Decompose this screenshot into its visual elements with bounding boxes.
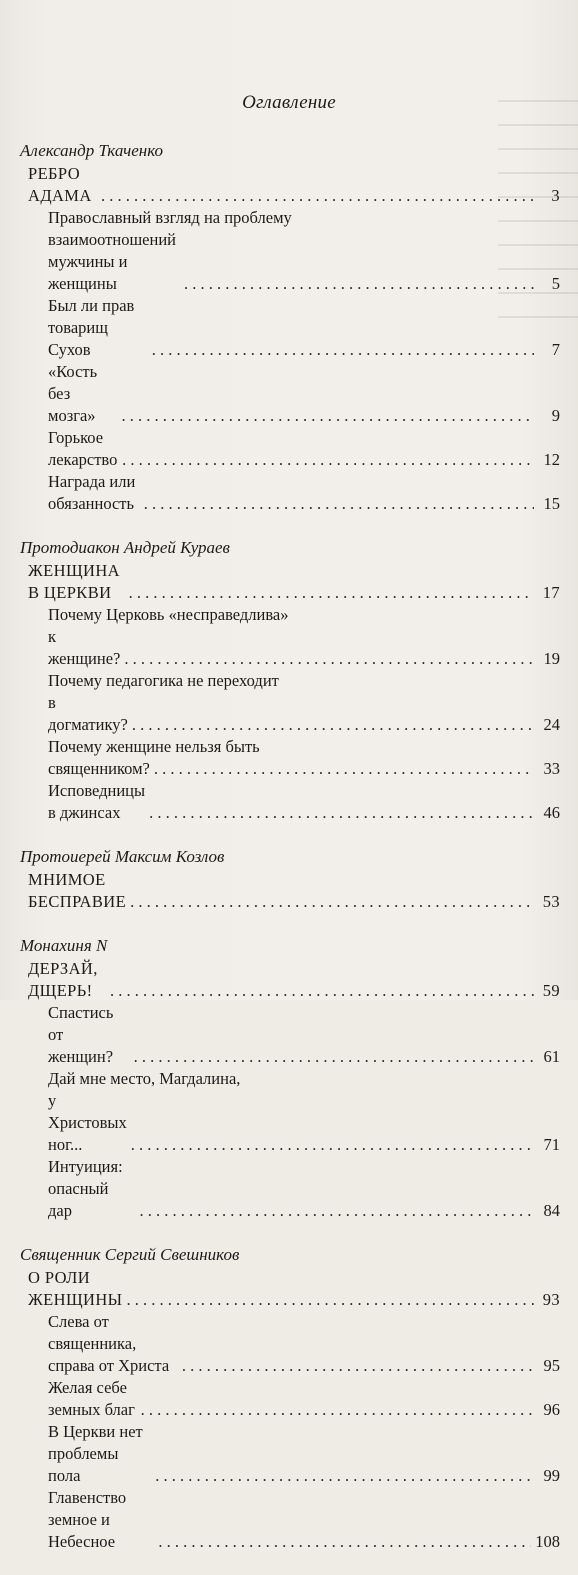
page-number: 53 bbox=[542, 892, 560, 911]
entry-text-line: В Церкви нет проблемы пола bbox=[48, 1422, 143, 1485]
entry-text-line: Горькое лекарство bbox=[48, 428, 118, 469]
chapter-entry[interactable] bbox=[20, 163, 560, 207]
page-number: 95 bbox=[543, 1356, 560, 1375]
subsection-entry[interactable] bbox=[20, 1311, 560, 1377]
page-number: 9 bbox=[551, 406, 560, 425]
dot-leader bbox=[144, 493, 534, 515]
dot-leader bbox=[124, 648, 534, 670]
dot-leader bbox=[139, 1200, 534, 1222]
toc-title: Оглавление bbox=[242, 92, 336, 113]
dot-leader bbox=[130, 891, 534, 913]
subsection-entry[interactable] bbox=[20, 427, 560, 471]
subsection-entry[interactable] bbox=[20, 736, 560, 780]
entry-text-line: Интуиция: опасный дар bbox=[48, 1157, 123, 1220]
page-number: 71 bbox=[543, 1135, 560, 1154]
entry-text-line: Почему женщине нельзя быть bbox=[48, 737, 260, 756]
subsection-entry[interactable] bbox=[20, 604, 560, 670]
subsection-entry[interactable] bbox=[20, 780, 560, 824]
entry-text-line: Исповедницы в джинсах bbox=[48, 781, 146, 822]
page-number: 12 bbox=[543, 450, 560, 469]
dot-leader bbox=[131, 1134, 534, 1156]
toc-section bbox=[20, 1244, 560, 1553]
toc-section bbox=[20, 935, 560, 1222]
page-number: 7 bbox=[551, 340, 560, 359]
author-name: Протоиерей Максим Козлов bbox=[20, 847, 225, 866]
dot-leader bbox=[129, 582, 534, 604]
entry-text-line: в догматику? bbox=[48, 693, 128, 734]
page-number: 61 bbox=[543, 1047, 560, 1066]
entry-text-line: Спастись от женщин? bbox=[48, 1003, 114, 1066]
page-number: 93 bbox=[542, 1290, 560, 1309]
entry-text-line: Православный взгляд на проблему bbox=[48, 208, 292, 227]
toc-section bbox=[20, 846, 560, 913]
page-number: 15 bbox=[543, 494, 560, 513]
dot-leader bbox=[122, 405, 535, 427]
author-name: Священник Сергий Свешников bbox=[20, 1245, 240, 1264]
page-number: 84 bbox=[543, 1201, 560, 1220]
subsection-entry[interactable] bbox=[20, 1421, 560, 1487]
entry-text-line: Был ли прав товарищ Сухов bbox=[48, 296, 135, 359]
author-name: Протодиакон Андрей Кураев bbox=[20, 538, 230, 557]
dot-leader bbox=[101, 185, 534, 207]
page-number: 24 bbox=[543, 715, 560, 734]
subsection-entry[interactable] bbox=[20, 1377, 560, 1421]
entry-text-line: Почему Церковь «несправедлива» bbox=[48, 605, 289, 624]
entry-text-line: Почему педагогика не переходит bbox=[48, 671, 279, 690]
subsection-entry[interactable] bbox=[20, 670, 560, 736]
subsection-entry[interactable] bbox=[20, 361, 560, 427]
author-name: Александр Ткаченко bbox=[20, 141, 163, 160]
page-number: 99 bbox=[543, 1466, 560, 1485]
chapter-entry[interactable] bbox=[20, 560, 560, 604]
toc-section bbox=[20, 537, 560, 824]
entry-text-line: к женщине? bbox=[48, 627, 121, 668]
toc-section bbox=[20, 140, 560, 515]
entry-text-line: Награда или обязанность bbox=[48, 472, 136, 513]
page-number: 59 bbox=[542, 981, 560, 1000]
subsection-entry[interactable] bbox=[20, 1487, 560, 1553]
entry-text-line: Слева от священника, справа от Христа bbox=[48, 1312, 170, 1375]
subsection-entry[interactable] bbox=[20, 1002, 560, 1068]
subsection-entry[interactable] bbox=[20, 295, 560, 361]
dot-leader bbox=[158, 1531, 531, 1553]
chapter-entry[interactable] bbox=[20, 958, 560, 1002]
page-number: 46 bbox=[543, 803, 560, 822]
dot-leader bbox=[152, 339, 534, 361]
entry-text-line: взаимоотношений мужчины и женщины bbox=[48, 230, 176, 293]
dot-leader bbox=[182, 1355, 534, 1377]
subsection-entry[interactable] bbox=[20, 1156, 560, 1222]
dot-leader bbox=[122, 449, 534, 471]
page-number: 33 bbox=[543, 759, 560, 778]
entry-text-line: Дай мне место, Магдалина, bbox=[48, 1069, 241, 1088]
page-number: 3 bbox=[551, 186, 560, 205]
subsection-entry[interactable] bbox=[20, 207, 560, 295]
dot-leader bbox=[149, 802, 534, 824]
author-name: Монахиня N bbox=[20, 936, 108, 955]
chapter-title: МНИМОЕ БЕСПРАВИЕ bbox=[28, 870, 127, 911]
chapter-title: РЕБРО АДАМА bbox=[28, 164, 92, 205]
chapter-title: О РОЛИ ЖЕНЩИНЫ bbox=[28, 1268, 123, 1309]
page-number: 108 bbox=[535, 1532, 560, 1551]
dot-leader bbox=[141, 1399, 534, 1421]
entry-text-line: Желая себе земных благ bbox=[48, 1378, 135, 1419]
chapter-entry[interactable] bbox=[20, 1267, 560, 1311]
subsection-entry[interactable] bbox=[20, 471, 560, 515]
page-number: 17 bbox=[542, 583, 560, 602]
dot-leader bbox=[134, 1046, 534, 1068]
page-number: 96 bbox=[543, 1400, 560, 1419]
page-number: 5 bbox=[551, 274, 560, 293]
entry-text-line: священником? bbox=[48, 759, 150, 778]
dot-leader bbox=[132, 714, 534, 736]
dot-leader bbox=[155, 1465, 534, 1487]
entry-text-line: у Христовых ног... bbox=[48, 1091, 127, 1154]
dot-leader bbox=[110, 980, 534, 1002]
entry-text-line: Главенство земное и Небесное bbox=[48, 1488, 127, 1551]
dot-leader bbox=[154, 758, 534, 780]
dot-leader bbox=[126, 1289, 534, 1311]
entry-text-line: «Кость без мозга» bbox=[48, 362, 98, 425]
chapter-title: ДЕРЗАЙ, ДЩЕРЬ! bbox=[28, 959, 98, 1000]
chapter-entry[interactable] bbox=[20, 869, 560, 913]
subsection-entry[interactable] bbox=[20, 1068, 560, 1156]
table-of-contents bbox=[20, 140, 560, 1575]
dot-leader bbox=[184, 273, 534, 295]
chapter-title: ЖЕНЩИНА В ЦЕРКВИ bbox=[28, 561, 120, 602]
page-number: 19 bbox=[543, 649, 560, 668]
